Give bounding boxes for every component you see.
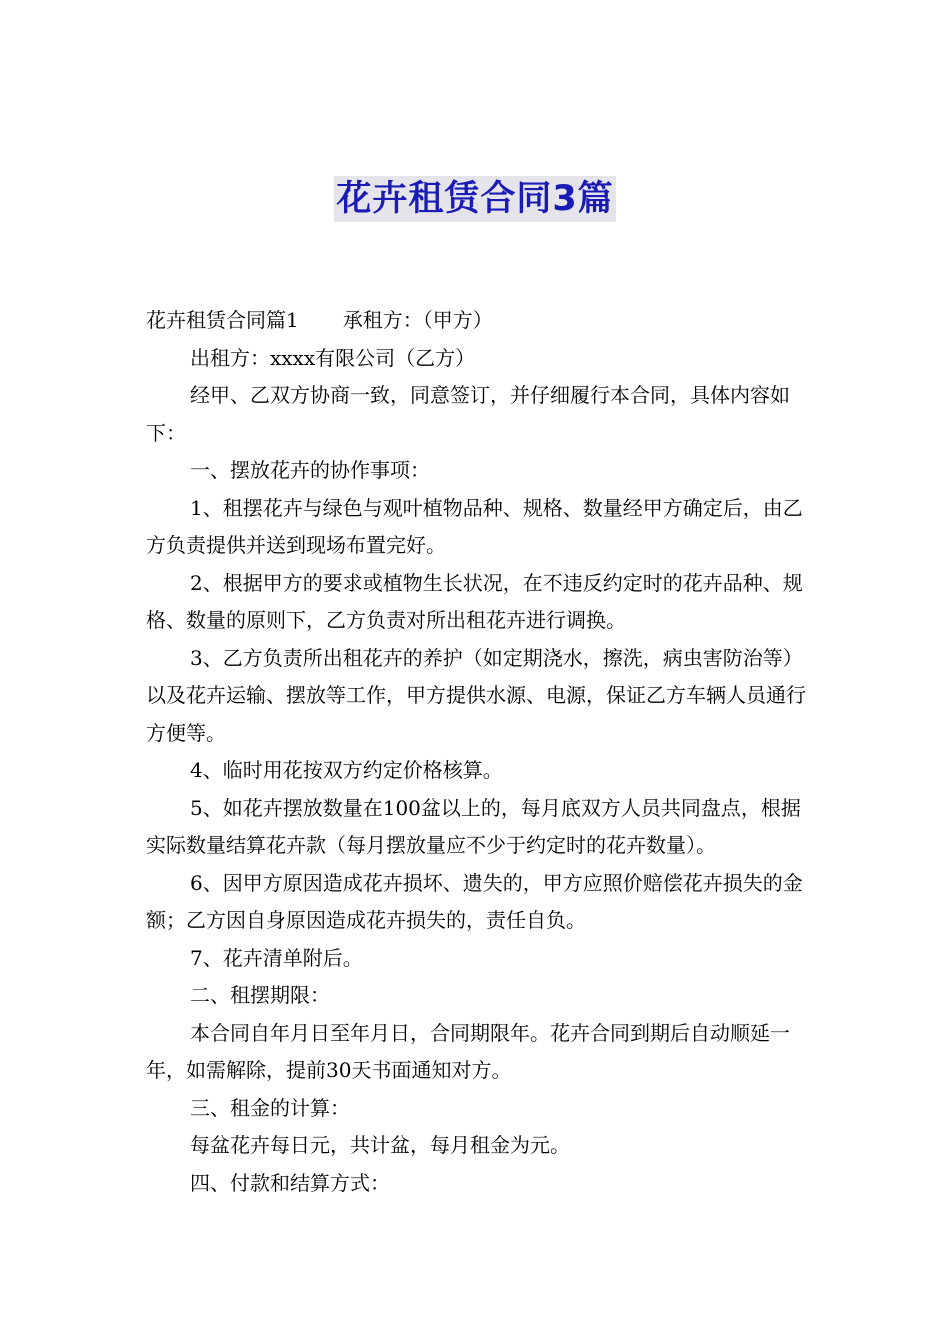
clause-1: 1、租摆花卉与绿色与观叶植物品种、规格、数量经甲方确定后，由乙方负责提供并送到现场布置完好。 — [146, 495, 803, 557]
rent-paragraph: 每盆花卉每日元，共计盆，每月租金为元。 — [190, 1133, 570, 1157]
clause-7: 7、花卉清单附后。 — [190, 945, 363, 970]
title-container — [0, 176, 950, 222]
section-label: 花卉租赁合同篇1 — [146, 308, 299, 332]
clause-6: 6、因甲方原因造成花卉损坏、遗失的，甲方应照价赔偿花卉损失的金额；乙方因自身原因造成花卉损失的，责任自负。 — [146, 870, 803, 932]
section-heading-line — [146, 302, 814, 340]
document-title: 花卉租赁合同3篇 — [334, 176, 615, 222]
section-one-heading: 一、摆放花卉的协作事项： — [190, 458, 430, 482]
clause-2: 2、根据甲方的要求或植物生长状况，在不违反约定时的花卉品种、规格、数量的原则下，乙方负责对所出租花卉进行调换。 — [146, 570, 803, 632]
clause-3: 3、乙方负责所出租花卉的养护（如定期浇水，擦洗，病虫害防治等）以及花卉运输、摆放等工作，甲方提供水源、电源，保证乙方车辆人员通行方便等。 — [146, 645, 806, 745]
section-three-heading: 三、租金的计算： — [190, 1095, 350, 1120]
lessee-line: 承租方：（甲方） — [342, 308, 493, 332]
paragraph-lessor: 出租方：xxxx有限公司（乙方） — [190, 345, 476, 370]
section-two-heading: 二、租摆期限： — [190, 983, 330, 1007]
paragraph-agreement: 经甲、乙双方协商一致，同意签订，并仔细履行本合同，具体内容如下： — [146, 383, 790, 445]
document-body — [146, 302, 814, 1202]
section-four-heading: 四、付款和结算方式： — [190, 1170, 390, 1195]
clause-4: 4、临时用花按双方约定价格核算。 — [190, 758, 503, 782]
term-paragraph: 本合同自年月日至年月日，合同期限年。花卉合同到期后自动顺延一年，如需解除，提前30天书面通知对方。 — [146, 1020, 790, 1082]
clause-5: 5、如花卉摆放数量在100盆以上的，每月底双方人员共同盘点，根据实际数量结算花卉款（每月摆放量应不少于约定时的花卉数量）。 — [146, 795, 801, 857]
